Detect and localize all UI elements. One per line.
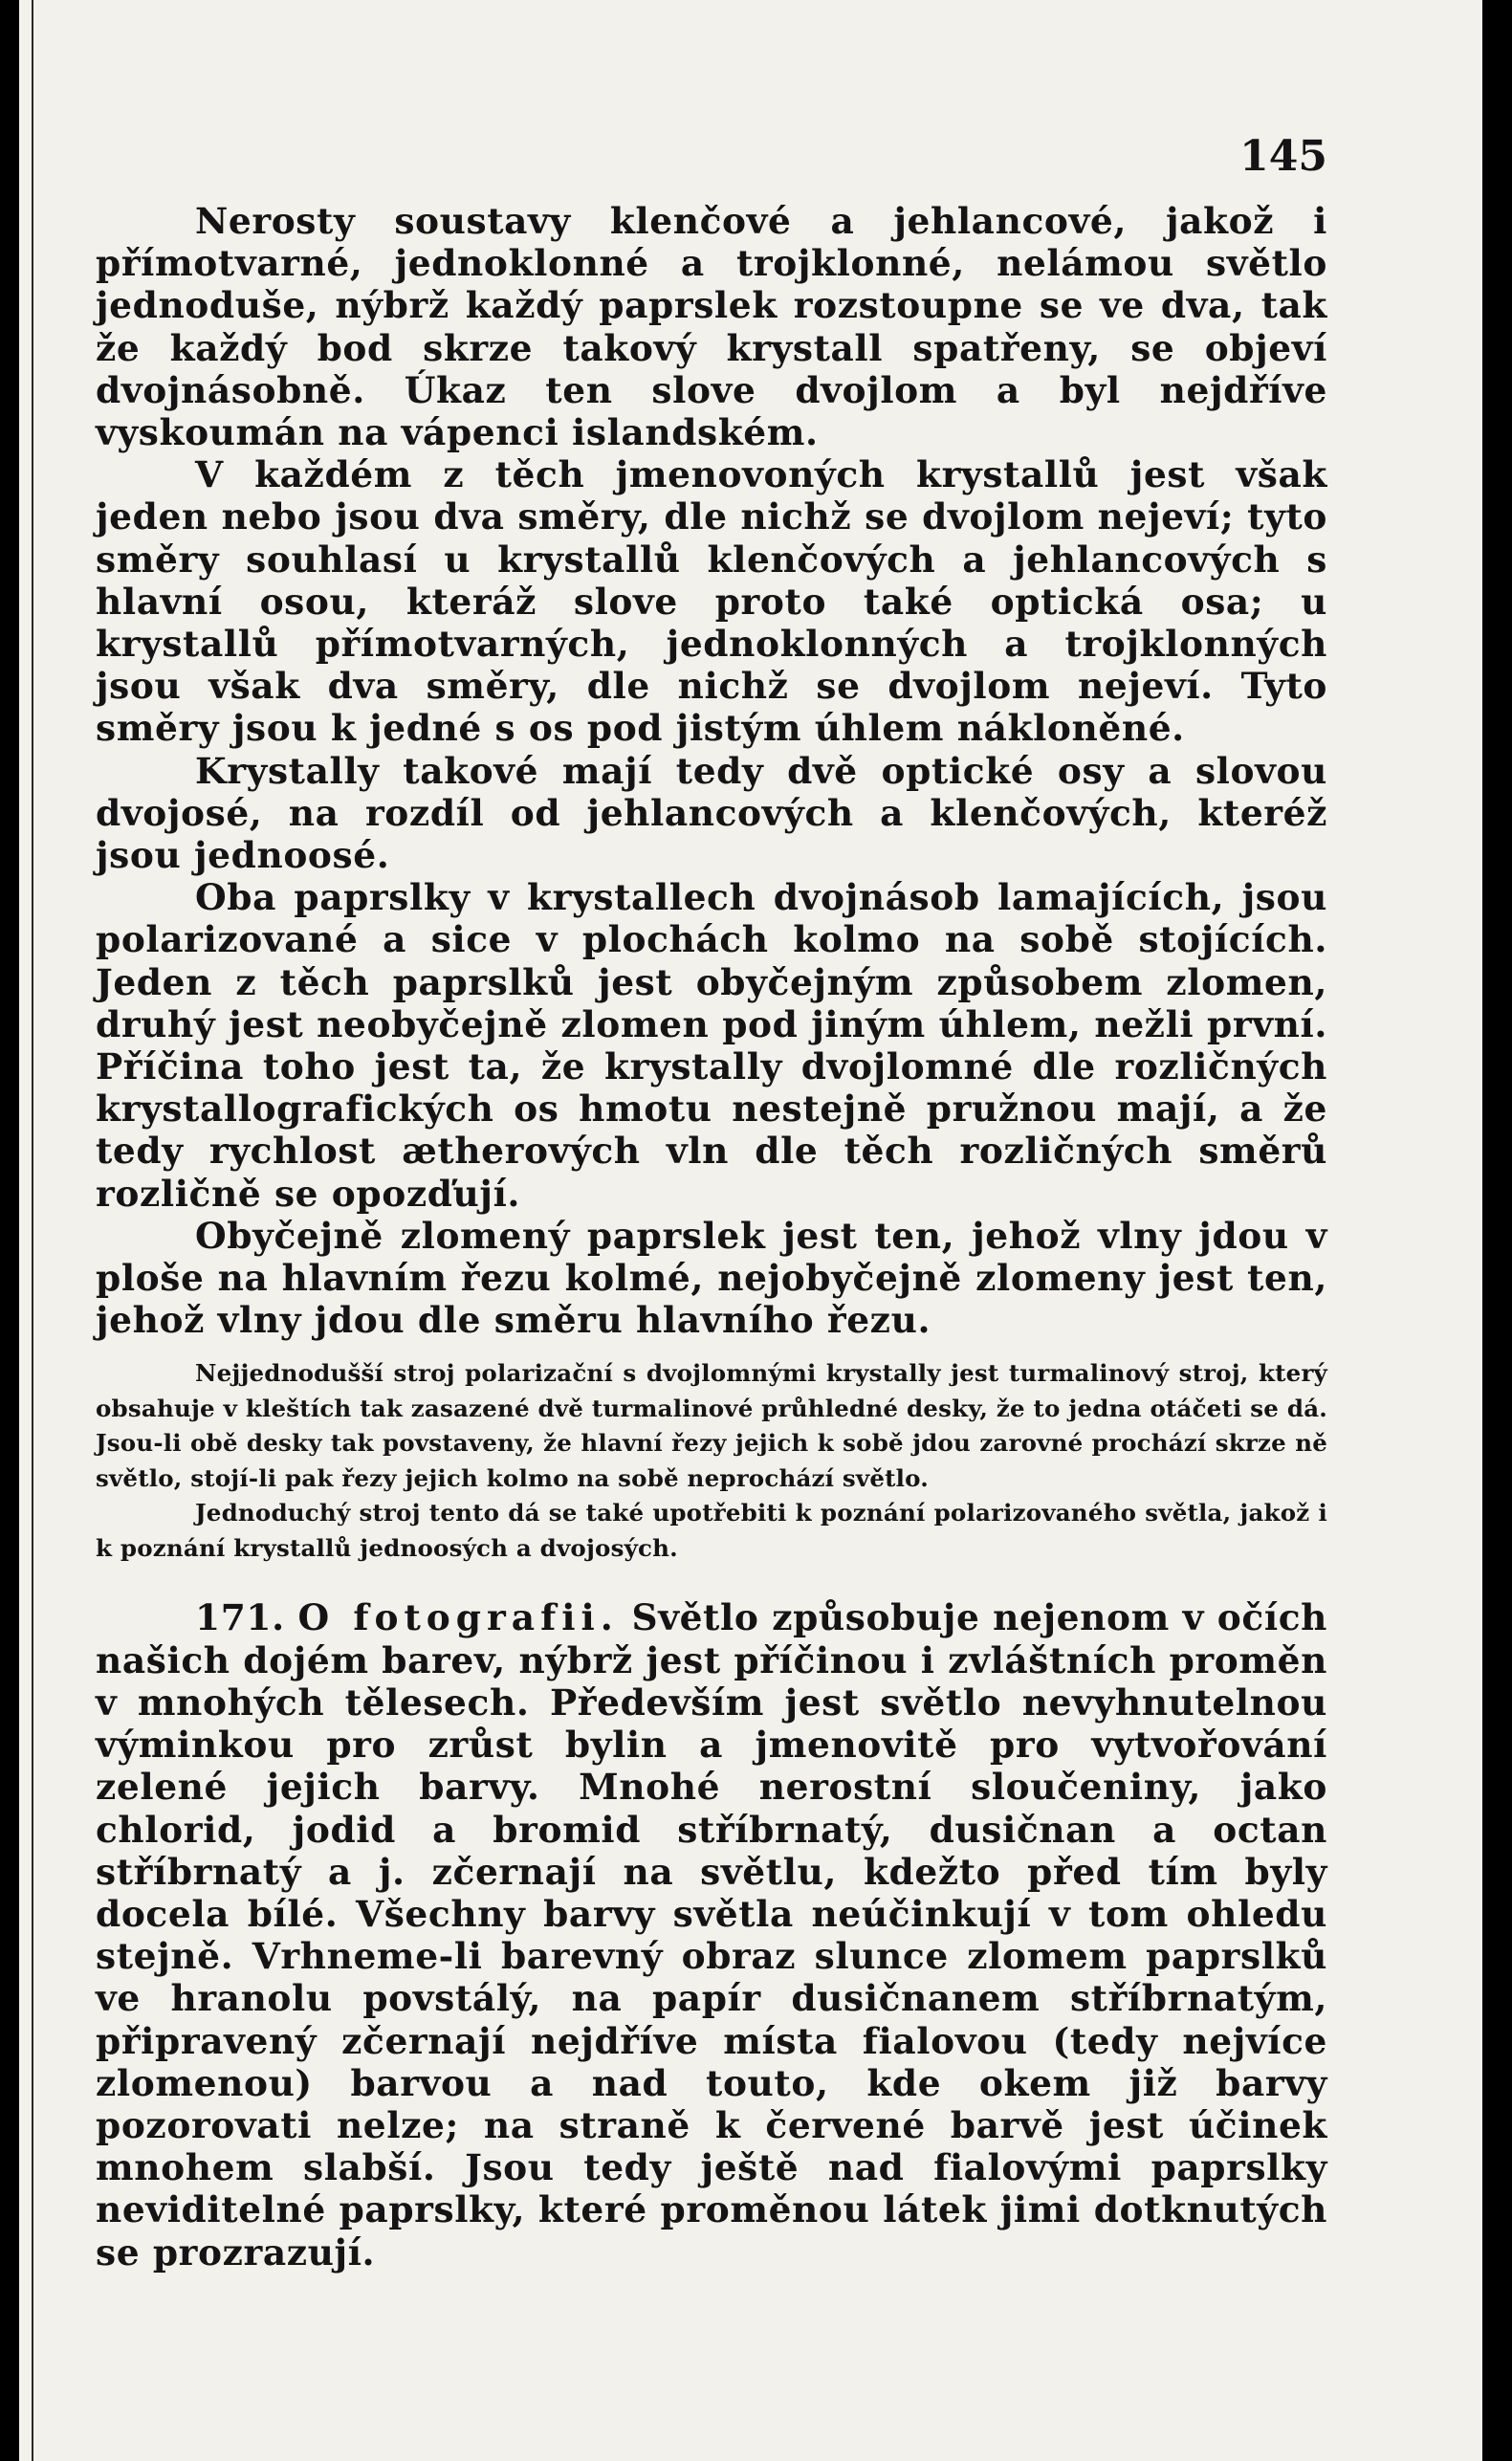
page-edge-line (32, 0, 33, 2461)
paragraph: Nerosty soustavy klenčové a jehlancové, jakož i přímotvarné, jednoklonné a trojklonné, nelámou světlo jednoduše, nýbrž každý paprslek rozstoupne se ve dva, tak že každý bod skrze takový krystall spatřeny, se objeví dvojnásobně. Úkaz ten slove dvojlom a byl nejdříve vyskoumán na vápenci islandském. (96, 200, 1327, 454)
small-print-notes (96, 1356, 1327, 1566)
paragraph: Krystally takové mají tedy dvě optické osy a slovou dvojosé, na rozdíl od jehlancových a klenčových, kteréž jsou jednoosé. (96, 749, 1327, 877)
paragraph: Oba paprslky v krystallech dvojnásob lamajících, jsou polarizované a sice v plochách kolmo na sobě stojících. Jeden z těch paprslků jest obyčejným způsobem zlomen, druhý jest neobyčejně zlomen pod jiným úhlem, nežli první. Příčina toho jest ta, že krystally dvojlomné dle rozličných krystallografických os hmotu nestejně pružnou mají, a že tedy rychlost ætherových vln dle těch rozličných směrů rozličně se opozďují. (96, 876, 1327, 1215)
paragraph: Obyčejně zlomený paprslek jest ten, jehož vlny jdou v ploše na hlavním řezu kolmé, nejobyčejně zlomeny jest ten, jehož vlny jdou dle směru hlavního řezu. (96, 1214, 1327, 1342)
page-number: 145 (1239, 132, 1327, 181)
section-title: O fotografii. (297, 1596, 619, 1639)
section-171 (96, 1596, 1327, 2273)
note-paragraph: Jednoduchý stroj tento dá se také upotřebiti k poznání polarizovaného světla, jakož i k poznání krystallů jednoosých a dvojosých. (96, 1499, 1327, 1562)
scan-border (1482, 0, 1512, 2461)
note-paragraph: Nejjednodušší stroj polarizační s dvojlomnými krystally jest turmalinový stroj, který obsahuje v kleštích tak zasazené dvě turmalinové průhledné desky, že to jedna otáčeti se dá. Jsou-li obě desky tak povstaveny, že hlavní řezy jejich k sobě jdou zarovné prochází skrze ně světlo, stojí-li pak řezy jejich kolmo na sobě neprochází světlo. (96, 1359, 1327, 1492)
section-number: 171. (195, 1596, 285, 1639)
paragraph: V každém z těch jmenovoných krystallů jest však jeden nebo jsou dva směry, dle nichž se dvojlom nejeví; tyto směry souhlasí u krystallů klenčových a jehlancových s hlavní osou, kteráž slove proto také optická osa; u krystallů přímotvarných, jednoklonných a trojklonných jsou však dva směry, dle nichž se dvojlom nejeví. Tyto směry jsou k jedné s os pod jistým úhlem nákloněné. (96, 453, 1327, 750)
section-paragraph (96, 1596, 1327, 2273)
main-text (96, 200, 1327, 1341)
page-content (96, 115, 1327, 2274)
section-text: Světlo způsobuje nejenom v očích našich dojém barev, nýbrž jest příčinou i zvláštních proměn v mnohých tělesech. Především jest světlo nevyhnutelnou výminkou pro zrůst bylin a jmenovitě pro vytvořování zelené jejich barvy. Mnohé nerostní sloučeniny, jako chlorid, jodid a bromid stříbrnatý, dusičnan a octan stříbrnatý a j. zčernají na světlu, kdežto před tím byly docela bílé. Všechny barvy světla neúčinkují v tom ohledu stejně. Vrhneme-li barevný obraz slunce zlomem paprslků ve hranolu povstálý, na papír dusičnanem stříbrnatým, připravený zčernají nejdříve místa fialovou (tedy nejvíce zlomenou) barvou a nad touto, kde okem již barvy pozorovati nelze; na straně k červené barvě jest účinek mnohem slabší. Jsou tedy ještě nad fialovými paprslky neviditelné paprslky, které proměnou látek jimi dotknutých se prozrazují. (96, 1596, 1327, 2274)
